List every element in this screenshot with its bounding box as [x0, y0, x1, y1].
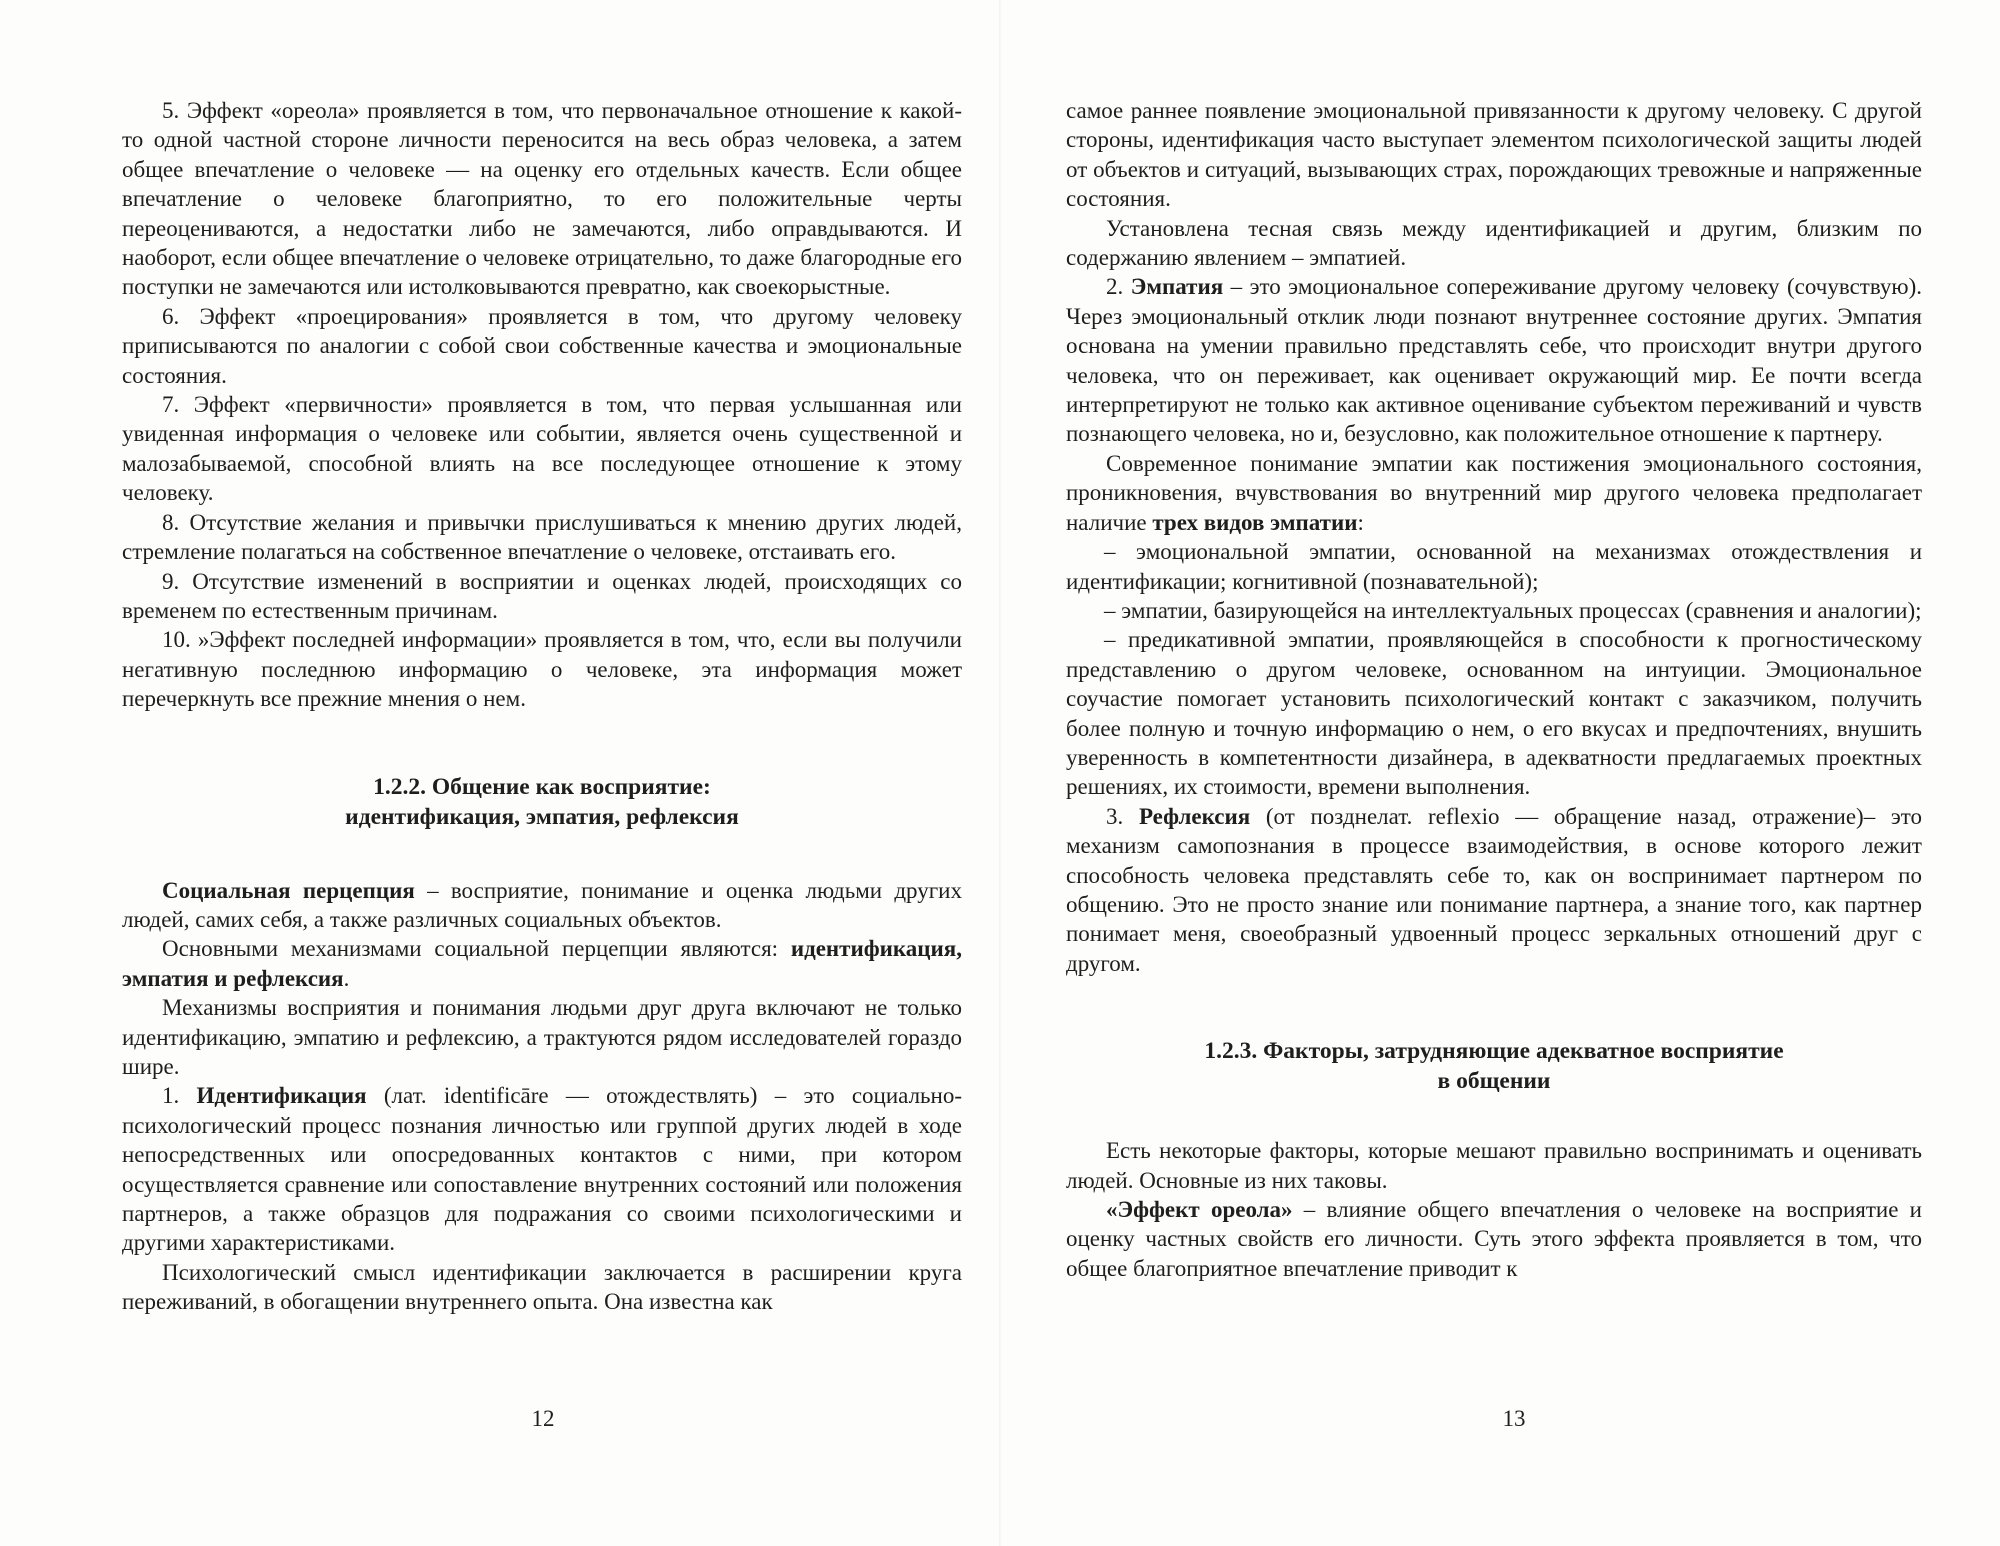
paragraph-link-empathy: Установлена тесная связь между идентификацией и другим, близким по содержанию явлением – эмпатией. [1066, 215, 1922, 271]
paragraph-halo-effect: 5. Эффект «ореола» проявляется в том, что первоначальное отношение к какой-то одной частной стороне личности переносится на весь образ человека, а затем общее впечатление о человеке — на оценку его отдельных качеств. Если общее впечатление о человеке благоприятно, то его положительные черты переоцениваются, а недостатки либо не замечаются, либо оправдываются. И наоборот, если общее впечатление о человеке отрицательно, то даже благородные его поступки не замечаются или истолковываются превратно, как своекорыстные. [122, 98, 962, 300]
paragraph-no-listening: 8. Отсутствие желания и привычки прислушиваться к мнению других людей, стремление полагаться на собственное впечатление о человеке, отстаивать его. [122, 509, 962, 565]
paragraph-broader-mechanisms: Механизмы восприятия и понимания людьми друг друга включают не только идентификацию, эмпатию и рефлексию, а трактуются рядом исследователей гораздо шире. [122, 995, 962, 1079]
paragraph-projection-effect: 6. Эффект «проецирования» проявляется в том, что другому человеку приписываются по аналогии с собой свои собственные качества и эмоциональные состояния. [122, 303, 962, 388]
paragraph-mechanisms: Основными механизмами социальной перцепции являются: идентификация, эмпатия и рефлексия. [122, 936, 962, 991]
term-mechanisms: идентификация, эмпатия и рефлексия [122, 936, 962, 991]
left-text-column [122, 96, 962, 1317]
paragraph-social-perception: Социальная перцепция – восприятие, понимание и оценка людьми других людей, самих себя, а также различных социальных объектов. [122, 877, 962, 932]
list-item-predicative-empathy: – предикативной эмпатии, проявляющейся в способности к прогностическому представлению о другом человеке, основанном на интуиции. Эмоциональное соучастие помогает установить психологический контакт с заказчиком, получить более полную и точную информацию о нем, о его вкусах и предпочтениях, внушить уверенность в компетентности дизайнера, в адекватности предлагаемых проектных решениях, их стоимости, времени выполнения. [1066, 627, 1922, 800]
term-reflexion: Рефлексия [1138, 803, 1251, 829]
list-item-emotional-empathy: – эмоциональной эмпатии, основанной на механизмах отождествления и идентификации; когнитивной (познавательной); [1066, 539, 1922, 594]
term-three-types: трех видов эмпатии [1152, 509, 1358, 535]
list-item-intellectual-empathy: – эмпатии, базирующейся на интеллектуальных процессах (сравнения и аналогии); [1104, 597, 1922, 623]
page-number: 13 [1502, 1406, 1526, 1431]
paragraph-psychological-meaning: Психологический смысл идентификации заключается в расширении круга переживаний, в обогащении внутреннего опыта. Она известна как [122, 1259, 962, 1315]
term-identification: Идентификация [196, 1083, 367, 1109]
term-halo-effect: «Эффект ореола» [1106, 1197, 1293, 1222]
section-heading-1-2-2-line2: идентификация, эмпатия, рефлексия [345, 803, 739, 830]
paragraph-halo-factor: «Эффект ореола» – влияние общего впечатления о человеке на восприятие и оценку частных свойств его личности. Суть этого эффекта проявляется в том, что общее благоприятное впечатление приводит к [1066, 1197, 1922, 1281]
page-number: 12 [531, 1406, 555, 1431]
right-page [1000, 0, 2000, 1546]
paragraph-identification: 1. Идентификация (лат. identificāre — отождествлять) – это социально-психологический процесс познания личностью или группой других людей в ходе непосредственных или опосредованных контактов с ними, при котором осуществляется сравнение или сопоставление внутренних состояний или положения партнеров, а также образцов для подражания со своими психологическими и другими характеристиками. [122, 1083, 962, 1256]
section-heading-1-2-2-line1: 1.2.2. Общение как восприятие: [373, 773, 711, 800]
section-heading-1-2-3-line2: в общении [1437, 1068, 1551, 1095]
term-social-perception: Социальная перцепция [162, 877, 415, 903]
paragraph-last-info-effect: 10. »Эффект последней информации» проявляется в том, что, если вы получили негативную последнюю информацию о человеке, эта информация может перечеркнуть все прежние мнения о нем. [122, 627, 962, 712]
right-text-column [1066, 96, 1922, 1283]
paragraph-reflexion: 3. Рефлексия (от позднелат. reflexio — обращение назад, отражение)– это механизм самопознания в процессе взаимодействия, в основе которого лежит способность человека представлять себе то, как он воспринимает партнером по общению. Это не просто знание или понимание партнера, а знание того, как партнер понимает меня, своеобразный удвоенный процесс зеркальных отношений друг с другом. [1066, 803, 1923, 976]
paragraph-continuation: самое раннее появление эмоциональной привязанности к другому человеку. С другой стороны, идентификация часто выступает элементом психологической защиты людей от объектов и ситуаций, вызывающих страх, порождающих тревожные и напряженные состояния. [1066, 98, 1922, 212]
paragraph-factors: Есть некоторые факторы, которые мешают правильно воспринимать и оценивать людей. Основные из них таковы. [1066, 1138, 1922, 1193]
section-heading-1-2-3-line1: 1.2.3. Факторы, затрудняющие адекватное восприятие [1204, 1038, 1784, 1065]
paragraph-modern-empathy: Современное понимание эмпатии как постижения эмоционального состояния, проникновения, вчувствования во внутренний мир другого человека предполагает наличие трех видов эмпатии: [1066, 450, 1922, 535]
paragraph-primacy-effect: 7. Эффект «первичности» проявляется в том, что первая услышанная или увиденная информация о человеке или событии, является очень существенной и малозабываемой, способной влиять на все последующее отношение к этому человеку. [122, 392, 962, 506]
paragraph-no-changes: 9. Отсутствие изменений в восприятии и оценках людей, происходящих со временем по естественным причинам. [122, 568, 962, 623]
paragraph-empathy: 2. Эмпатия – это эмоциональное сопереживание другому человеку (сочувствую). Через эмоциональный отклик люди познают внутреннее состояние других. Эмпатия основана на умении правильно представлять себе, что происходит внутри другого человека, что он переживает, как оценивает окружающий мир. Ее почти всегда интерпретируют не только как активное оценивание субъектом переживаний и чувств познающего человека, но и, безусловно, как положительное отношение к партнеру. [1066, 274, 1922, 447]
term-empathy: Эмпатия [1130, 274, 1224, 300]
